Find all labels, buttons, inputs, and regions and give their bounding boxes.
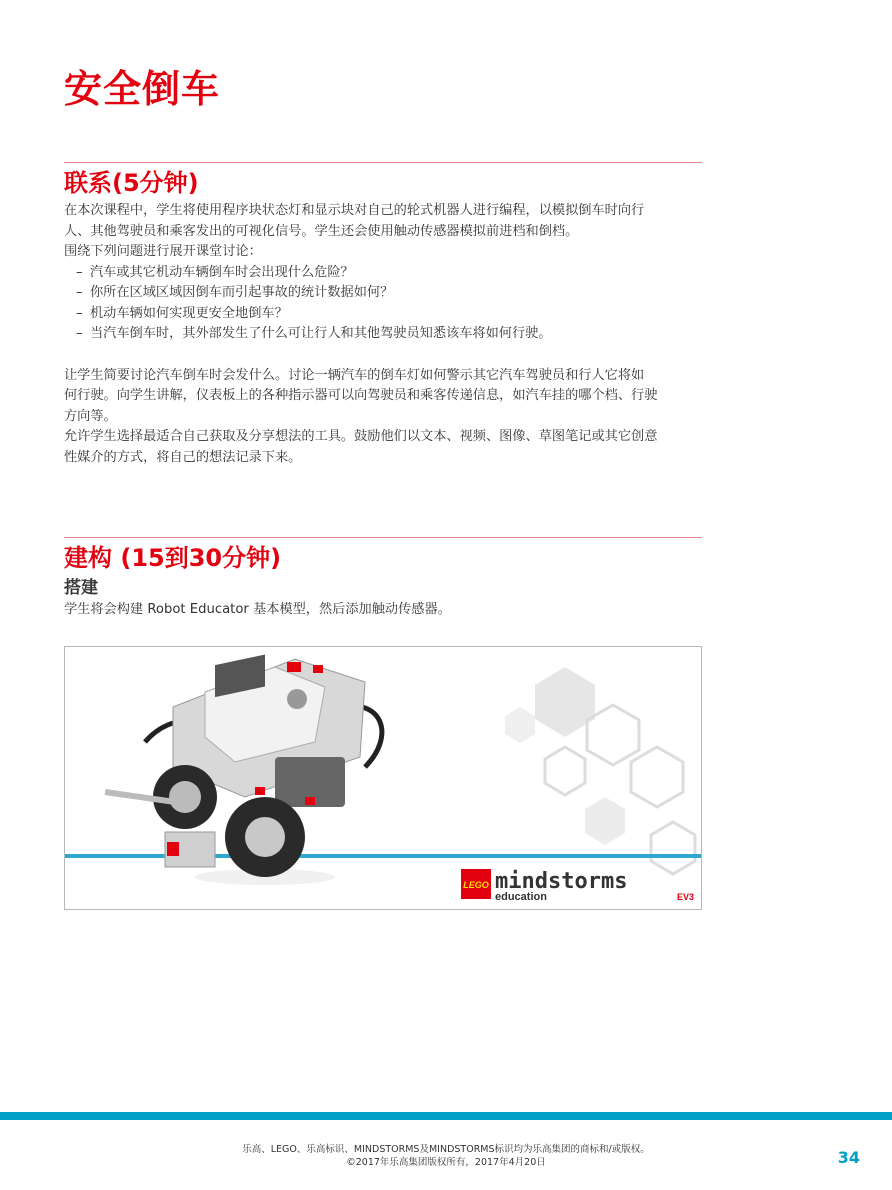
footer-bar xyxy=(0,1112,892,1120)
section-divider xyxy=(64,537,702,538)
discussion-para-line2: 何行驶。向学生讲解，仪表板上的各种指示器可以向驾驶员和乘客传递信息，如汽车挂的哪个档、行驶 xyxy=(64,388,658,403)
footer-copyright-line: ©2017年乐高集团版权所有，2017年4月20日 xyxy=(346,1157,546,1168)
robot-figure xyxy=(64,646,702,910)
construct-section xyxy=(64,537,702,621)
question-text: 汽车或其它机动车辆倒车时会出现什么危险？ xyxy=(90,264,354,280)
connect-intro-line1: 在本次课程中，学生将使用程序块状态灯和显示块对自己的轮式机器人进行编程，以模拟倒车时向行 xyxy=(64,203,645,218)
discussion-para-line1: 让学生简要讨论汽车倒车时会发什么。讨论一辆汽车的倒车灯如何警示其它汽车驾驶员和行人它将如 xyxy=(64,367,645,383)
tools-para-line1: 允许学生选择最适合自己获取及分享想法的工具。鼓励他们以文本、视频、图像、草图笔记或其它创意 xyxy=(64,429,658,444)
mindstorms-logo xyxy=(461,869,694,903)
list-item: – 你所在区域区域因倒车而引起事故的统计数据如何？ xyxy=(76,285,394,300)
connect-section xyxy=(64,162,702,468)
robot-illustration xyxy=(65,647,701,909)
list-item: – 机动车辆如何实现更安全地倒车？ xyxy=(76,305,288,321)
footer-trademark-line: 乐高、LEGO、乐高标识、MINDSTORMS及MINDSTORMS标识均为乐高集团的商标和/或版权。 xyxy=(242,1144,650,1155)
question-list xyxy=(64,263,702,345)
list-item: – 当汽车倒车时，其外部发生了什么可让行人和其他驾驶员知悉该车将如何行驶。 xyxy=(76,326,552,341)
build-subheading: 搭建 xyxy=(64,578,98,598)
education-label: education xyxy=(495,891,547,903)
construct-heading: 建构 (15到30分钟) xyxy=(64,544,282,572)
build-text: 学生将会构建 Robot Educator 基本模型，然后添加触动传感器。 xyxy=(64,602,451,617)
lego-logo-text: LEGO xyxy=(463,880,489,890)
list-item: – 汽车或其它机动车辆倒车时会出现什么危险？ xyxy=(76,264,354,280)
question-text: 你所在区域区域因倒车而引起事故的统计数据如何？ xyxy=(90,285,394,300)
connect-heading: 联系(5分钟) xyxy=(64,169,199,197)
mindstorms-wordmark: mindstorms xyxy=(495,869,628,894)
section-divider xyxy=(64,162,702,163)
question-text: 机动车辆如何实现更安全地倒车？ xyxy=(90,305,288,321)
robot-model xyxy=(105,654,382,885)
question-text: 当汽车倒车时，其外部发生了什么可让行人和其他驾驶员知悉该车将如何行驶。 xyxy=(90,326,552,341)
tools-para-line2: 性媒介的方式，将自己的想法记录下来。 xyxy=(64,449,302,465)
page-number: 34 xyxy=(837,1148,860,1167)
ev3-label: EV3 xyxy=(677,892,695,902)
discussion-intro: 围绕下列问题进行展开课堂讨论： xyxy=(64,244,262,259)
page-title: 安全倒车 xyxy=(64,67,221,111)
footer-legal xyxy=(130,1143,762,1169)
hexagon-pattern xyxy=(505,667,695,874)
blue-stripe xyxy=(65,854,701,858)
connect-intro-line2: 人、其他驾驶员和乘客发出的可视化信号。学生还会使用触动传感器模拟前进档和倒档。 xyxy=(64,223,579,239)
discussion-para-line3: 方向等。 xyxy=(64,408,117,424)
